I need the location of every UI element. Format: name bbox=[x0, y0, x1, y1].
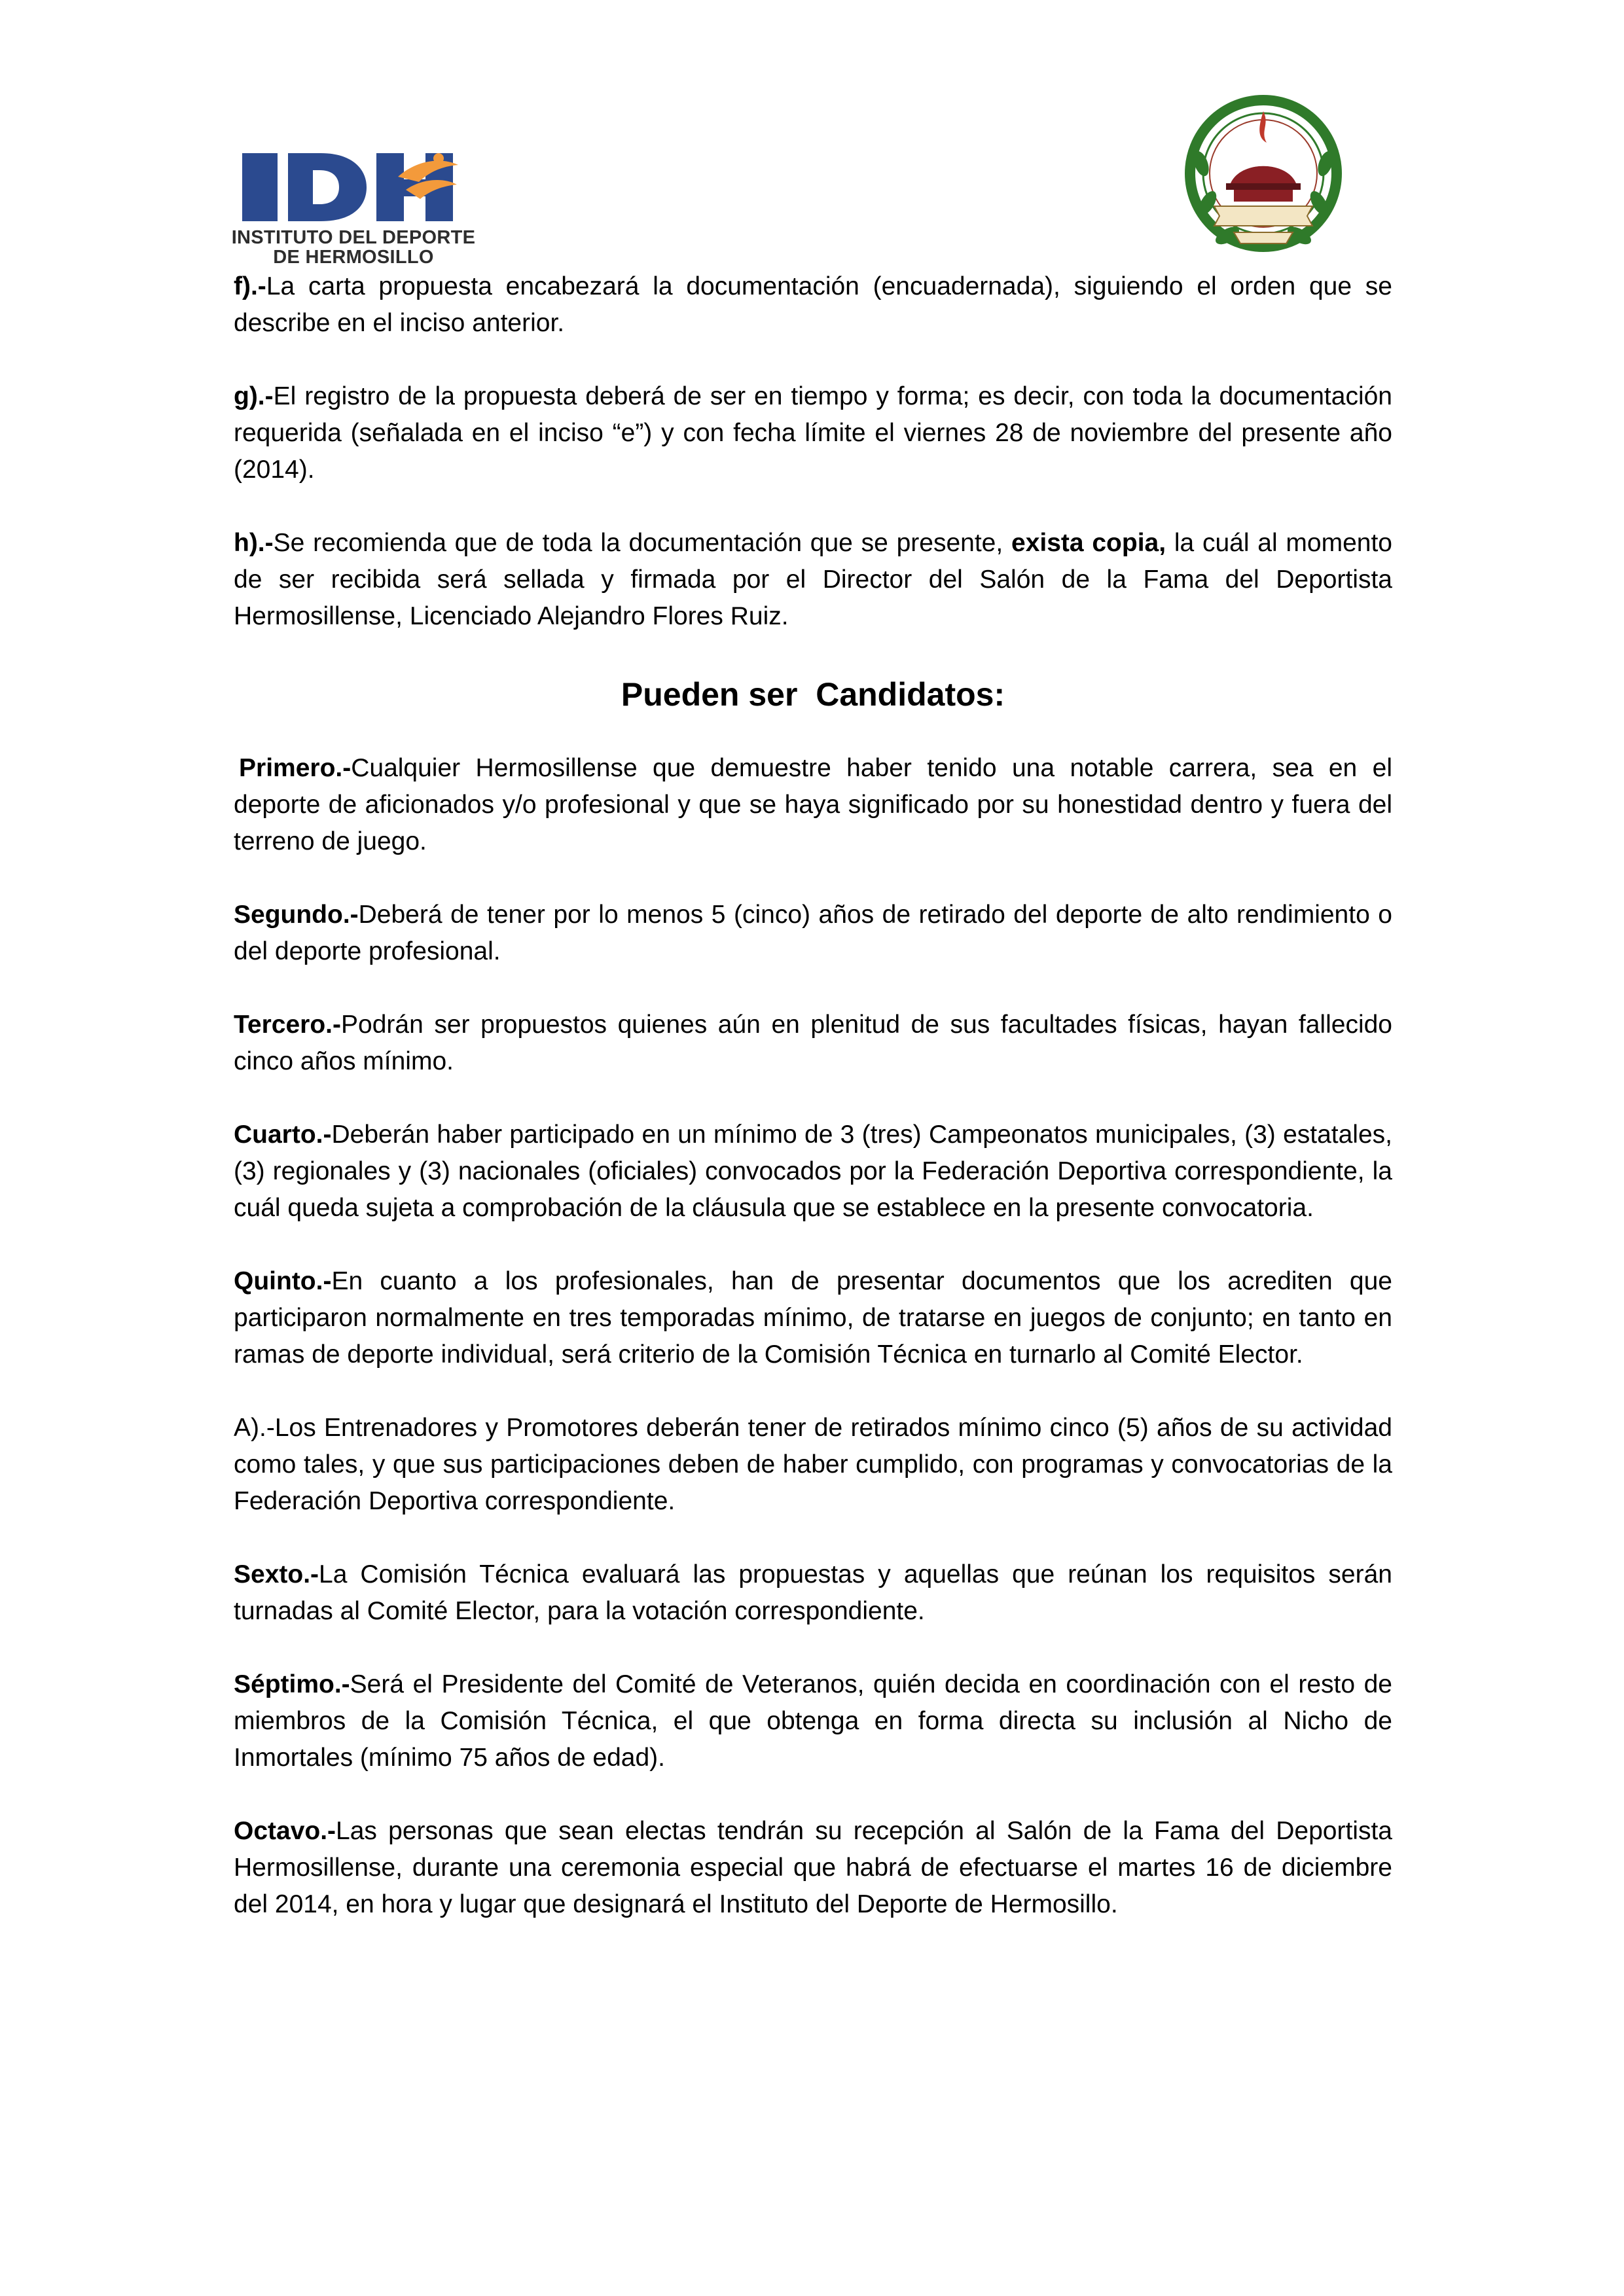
idh-caption bbox=[229, 228, 478, 267]
item-quinto-label: Quinto.- bbox=[234, 1267, 332, 1295]
item-segundo-text: Deberá de tener por lo menos 5 (cinco) años de retirado del deporte de alto rendimiento o del deporte profesional. bbox=[234, 901, 1392, 965]
paragraph-g-label: g).- bbox=[234, 382, 274, 410]
item-segundo-label: Segundo.- bbox=[234, 901, 359, 929]
idh-caption-line2: DE HERMOSILLO bbox=[273, 247, 434, 268]
section-heading: Pueden ser Candidatos: bbox=[621, 676, 1005, 713]
item-septimo-label: Séptimo.- bbox=[234, 1670, 350, 1698]
item-octavo-label: Octavo.- bbox=[234, 1817, 336, 1845]
item-tercero bbox=[234, 1007, 1392, 1080]
item-octavo bbox=[234, 1813, 1392, 1923]
item-segundo bbox=[234, 897, 1392, 970]
item-primero bbox=[234, 750, 1392, 860]
idh-letters-graphic bbox=[242, 151, 458, 224]
item-primero-text: Cualquier Hermosillense que demuestre haber tenido una notable carrera, sea en el deporte de aficionados y/o profesional y que se haya significado por su honestidad dentro y fuera del terreno de juego. bbox=[234, 754, 1392, 855]
idh-caption-line1: INSTITUTO DEL DEPORTE bbox=[231, 227, 476, 248]
item-sexto-text: La Comisión Técnica evaluará las propuestas y aquellas que reúnan los requisitos serán turnadas al Comité Elector, para la votación correspondiente. bbox=[234, 1560, 1392, 1625]
paragraph-h-text-after: la cuál al momento de ser recibida será sellada y firmada por el Director del Salón de la Fama del Deportista Hermosillense, Licenciado Alejandro Flores Ruiz. bbox=[234, 529, 1392, 630]
paragraph-h-text-before: Se recomienda que de toda la documentación que se presente, bbox=[273, 529, 1011, 557]
item-sexto-label: Sexto.- bbox=[234, 1560, 319, 1588]
paragraph-h bbox=[234, 525, 1392, 635]
item-octavo-text: Las personas que sean electas tendrán su recepción al Salón de la Fama del Deportista Hermosillense, durante una ceremonia especial que habrá de efectuarse el martes 16 de diciembre del 2014, en hora y lugar que designará el Instituto del Deporte de Hermosillo. bbox=[234, 1817, 1392, 1918]
item-quinto-text: En cuanto a los profesionales, han de presentar documentos que los acrediten que participaron normalmente en tres temporadas mínimo, de tratarse en juegos de conjunto; en tanto en ramas de deporte individual, será criterio de la Comisión Técnica en turnarlo al Comité Elector. bbox=[234, 1267, 1392, 1369]
item-primero-label: Primero.- bbox=[239, 754, 352, 782]
document-body bbox=[234, 268, 1392, 1960]
paragraph-f-text: La carta propuesta encabezará la documentación (encuadernada), siguiendo el orden que se describe en el inciso anterior. bbox=[234, 272, 1392, 337]
paragraph-f-label: f).- bbox=[234, 272, 266, 300]
item-a-text: A).-Los Entrenadores y Promotores deberán tener de retirados mínimo cinco (5) años de su actividad como tales, y que sus participaciones deben de haber cumplido, con programas y convocatorias de la Federación Deportiva correspondiente. bbox=[234, 1414, 1392, 1515]
paragraph-h-label: h).- bbox=[234, 529, 274, 557]
item-tercero-label: Tercero.- bbox=[234, 1011, 341, 1039]
paragraph-g-text: El registro de la propuesta deberá de ser en tiempo y forma; es decir, con toda la documentación requerida (señalada en el inciso “e”) y con fecha límite el viernes 28 de noviembre del presente año (2014). bbox=[234, 382, 1392, 484]
hall-of-fame-seal bbox=[1182, 92, 1345, 275]
item-sexto bbox=[234, 1556, 1392, 1630]
item-cuarto-label: Cuarto.- bbox=[234, 1121, 332, 1149]
seal-graphic bbox=[1182, 92, 1345, 275]
paragraph-h-bold: exista copia, bbox=[1011, 529, 1166, 557]
paragraph-g bbox=[234, 378, 1392, 488]
item-tercero-text: Podrán ser propuestos quienes aún en plenitud de sus facultades físicas, hayan fallecido cinco años mínimo. bbox=[234, 1011, 1392, 1075]
item-a bbox=[234, 1410, 1392, 1520]
item-cuarto bbox=[234, 1117, 1392, 1227]
item-quinto bbox=[234, 1263, 1392, 1373]
item-septimo bbox=[234, 1666, 1392, 1776]
paragraph-f bbox=[234, 268, 1392, 342]
idh-logo bbox=[229, 151, 478, 268]
item-cuarto-text: Deberán haber participado en un mínimo de 3 (tres) Campeonatos municipales, (3) estatales,(3) regionales y (3) nacionales (oficiales) convocados por la Federación Deportiva correspondiente, la cuál queda sujeta a comprobación de la cláusula que se establece en la presente convocatoria. bbox=[234, 1121, 1392, 1222]
item-septimo-text: Será el Presidente del Comité de Veteranos, quién decida en coordinación con el resto de miembros de la Comisión Técnica, el que obtenga en forma directa su inclusión al Nicho de Inmortales (mínimo 75 años de edad). bbox=[234, 1670, 1392, 1772]
